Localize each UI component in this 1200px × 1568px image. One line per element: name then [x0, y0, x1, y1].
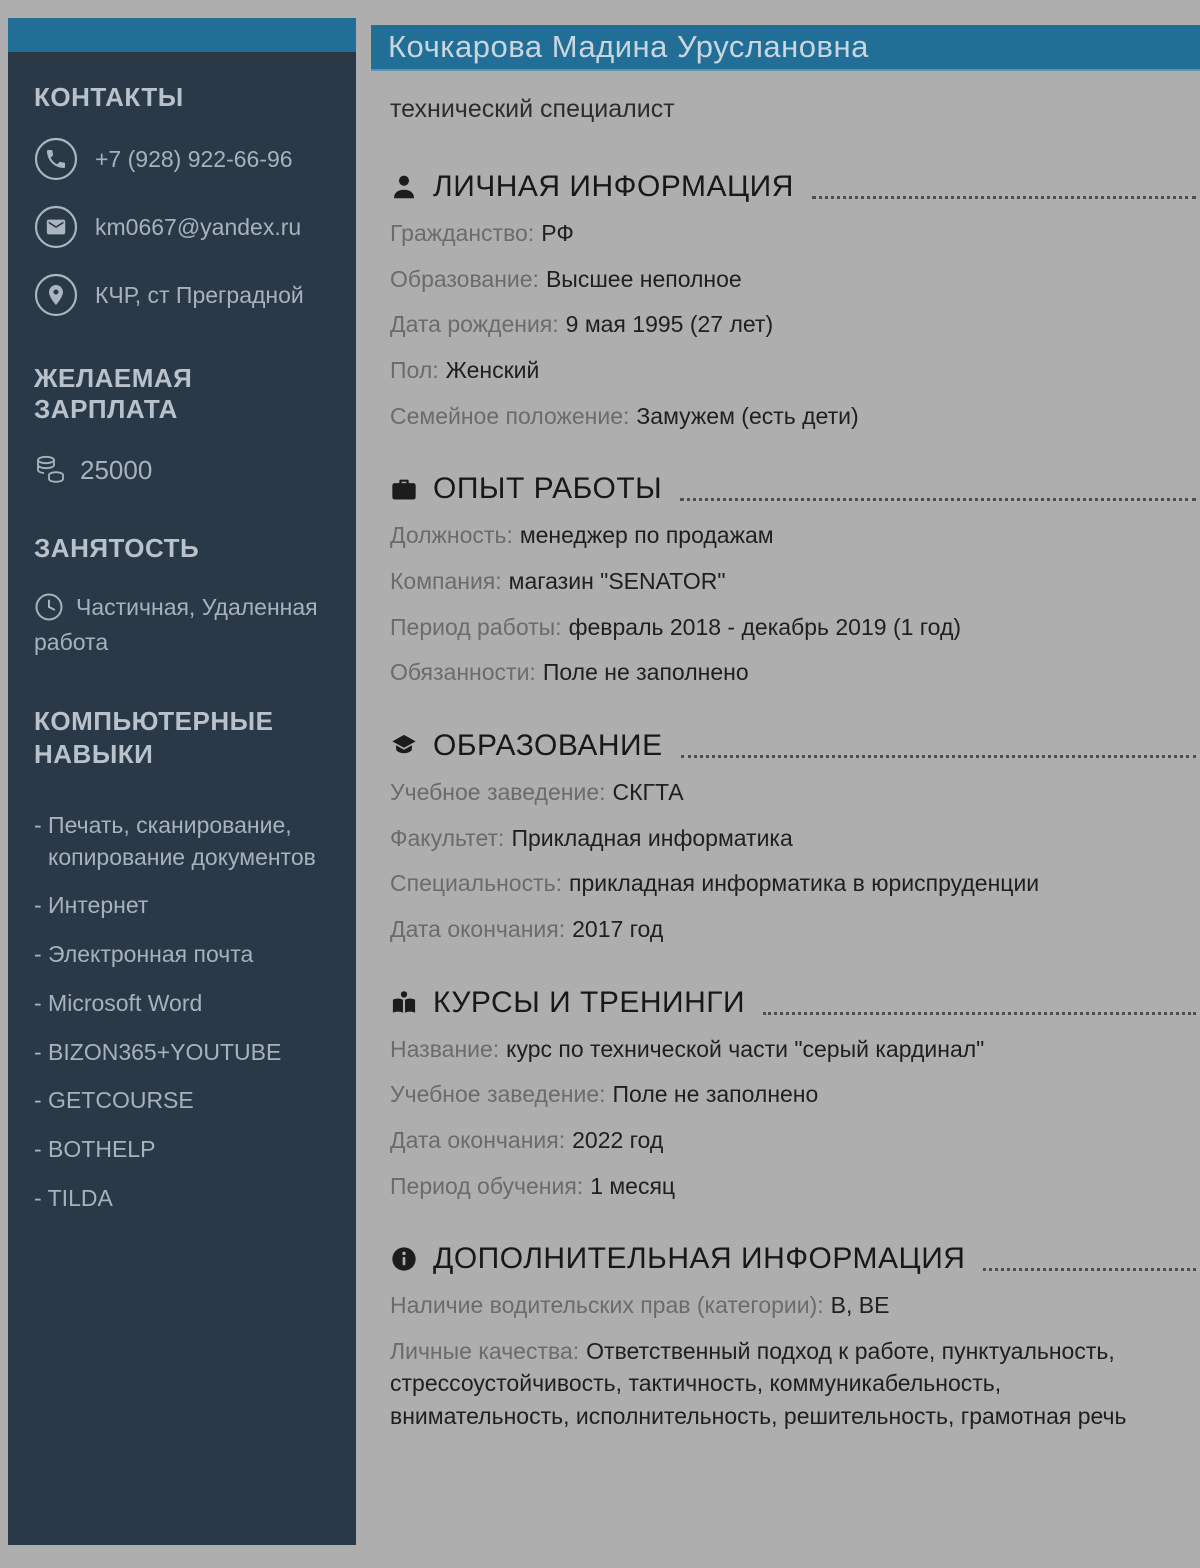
section-personal-info [390, 170, 1196, 432]
info-row: Период работы: февраль 2018 - декабрь 2019 (1 год) [390, 613, 962, 640]
resume-sidebar [8, 18, 356, 1545]
info-row: Факультет: Прикладная информатика [390, 824, 793, 851]
dotted-divider [812, 196, 1196, 199]
clock-icon [34, 592, 64, 622]
skills-list [34, 810, 336, 1215]
info-row: Семейное положение: Замужем (есть дети) [390, 402, 859, 429]
sidebar-top-accent-strip [8, 18, 356, 52]
section-experience [390, 472, 1196, 689]
info-row: Учебное заведение: Поле не заполнено [390, 1081, 819, 1108]
candidate-position: технический специалист [390, 95, 675, 123]
dotted-divider [763, 1012, 1196, 1015]
graduation-cap-icon [390, 732, 418, 760]
email-row [34, 205, 336, 249]
section-courses [390, 986, 1196, 1203]
info-row: Дата рождения: 9 мая 1995 (27 лет) [390, 311, 774, 338]
salary-row [34, 453, 336, 487]
info-row: Дата окончания: 2022 год [390, 1126, 664, 1153]
salary-value: 25000 [80, 454, 153, 485]
info-row: Специальность: прикладная информатика в юриспруденции [390, 870, 1040, 897]
briefcase-icon [390, 475, 418, 503]
info-row: Пол: Женский [390, 356, 540, 383]
phone-icon [34, 137, 78, 181]
email-icon [34, 205, 78, 249]
dotted-divider [680, 498, 1196, 501]
skill-item: - Microsoft Word [34, 989, 203, 1016]
skill-item: - BIZON365+YOUTUBE [34, 1038, 282, 1065]
location-value: КЧР, ст Преградной [95, 281, 304, 308]
section-title: ОПЫТ РАБОТЫ [433, 472, 663, 506]
info-row: Образование: Высшее неполное [390, 265, 742, 292]
location-row [34, 273, 336, 317]
contacts-section-title: КОНТАКТЫ [34, 82, 184, 112]
info-row: Гражданство: РФ [390, 220, 574, 246]
email-value: km0667@yandex.ru [95, 213, 302, 240]
employment-value: Частичная, Удаленная работа [34, 594, 318, 655]
section-title: КУРСЫ И ТРЕНИНГИ [433, 985, 746, 1019]
info-row: Личные качества: Ответственный подход к работе, пунктуальность, стрессоустойчивость, тактичность, коммуникабельность, внимательность, исполнительность, решительность, грамотная речь [390, 1337, 1127, 1430]
dotted-divider [983, 1268, 1196, 1271]
name-header-bar [371, 25, 1200, 71]
section-title: ОБРАЗОВАНИЕ [433, 728, 663, 762]
phone-row [34, 137, 336, 181]
skill-item: - BOTHELP [34, 1136, 156, 1163]
person-icon [390, 173, 418, 201]
section-additional-info [390, 1242, 1196, 1433]
skills-section-title: КОМПЬЮТЕРНЫЕ НАВЫКИ [34, 706, 274, 769]
book-reader-icon [390, 989, 418, 1017]
skill-item: - Электронная почта [34, 941, 254, 968]
info-row: Период обучения: 1 месяц [390, 1172, 676, 1199]
info-row: Дата окончания: 2017 год [390, 915, 664, 942]
skill-item: - Печать, сканирование, копирование документов [34, 812, 316, 870]
section-title: ЛИЧНАЯ ИНФОРМАЦИЯ [433, 170, 794, 203]
location-pin-icon [34, 273, 78, 317]
skill-item: - GETCOURSE [34, 1087, 194, 1114]
salary-section-title: ЖЕЛАЕМАЯ ЗАРПЛАТА [34, 363, 193, 424]
info-row: Должность: менеджер по продажам [390, 522, 774, 549]
skill-item: - Интернет [34, 892, 149, 919]
skill-item: - TILDA [34, 1184, 113, 1211]
candidate-name: Кочкарова Мадина Уруслановна [388, 29, 869, 64]
resume-main [371, 25, 1200, 1433]
employment-row [34, 590, 336, 659]
section-education [390, 729, 1196, 946]
info-row: Обязанности: Поле не заполнено [390, 659, 749, 686]
info-row: Компания: магазин "SENATOR" [390, 567, 726, 594]
info-row: Наличие водительских прав (категории): В, ВЕ [390, 1292, 890, 1319]
info-icon [390, 1245, 418, 1273]
phone-value: +7 (928) 922-66-96 [95, 145, 293, 172]
info-row: Учебное заведение: СКГТА [390, 778, 684, 805]
info-row: Название: курс по технической части "серый кардинал" [390, 1035, 985, 1062]
employment-section-title: ЗАНЯТОСТЬ [34, 533, 200, 563]
section-title: ДОПОЛНИТЕЛЬНАЯ ИНФОРМАЦИЯ [433, 1242, 966, 1276]
dotted-divider [681, 755, 1196, 758]
coins-icon [34, 453, 68, 487]
